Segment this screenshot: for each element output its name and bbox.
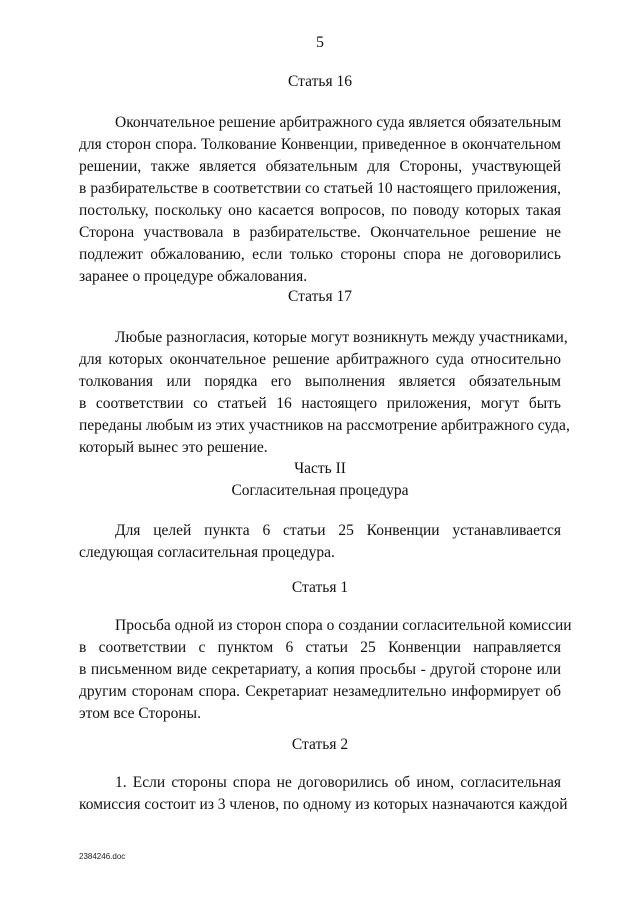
- text-line: в соответствии со статьей 16 настоящего приложения, могут быть: [79, 395, 561, 412]
- text-line: Просьба одной из сторон спора о создании согласительной комиссии: [115, 617, 572, 634]
- text-line: этом все Стороны.: [79, 705, 201, 722]
- text-line: переданы любым из этих участников на рассмотрение арбитражного суда,: [79, 417, 570, 434]
- text-line: в соответствии с пунктом 6 статьи 25 Конвенции направляется: [79, 639, 561, 656]
- article-17-heading: Статья 17: [288, 288, 352, 305]
- text-line: для сторон спора. Толкование Конвенции, приведенное в окончательном: [79, 136, 561, 153]
- text-line: подлежит обжалованию, если только стороны спора не договорились: [79, 246, 561, 263]
- part-2-intro-paragraph: [79, 520, 561, 564]
- text-line: Любые разногласия, которые могут возникнуть между участниками,: [115, 329, 568, 346]
- text-line: следующая согласительная процедура.: [79, 544, 335, 561]
- text-line: Сторона участвовала в разбирательстве. Окончательное решение не: [79, 224, 561, 241]
- part-2-subtitle: Согласительная процедура: [231, 482, 409, 499]
- text-line: Окончательное решение арбитражного суда является обязательным: [115, 114, 562, 131]
- text-line: 1. Если стороны спора не договорились об ином, согласительная: [115, 774, 561, 791]
- text-line: постольку, поскольку оно касается вопросов, по поводу которых такая: [79, 202, 561, 219]
- text-line: Для целей пункта 6 статьи 25 Конвенции устанавливается: [115, 522, 561, 539]
- text-line: комиссия состоит из 3 членов, по одному из которых назначаются каждой: [79, 796, 568, 813]
- article-1-paragraph: [79, 615, 572, 725]
- article-17-paragraph: [79, 327, 570, 459]
- article-2-heading: Статья 2: [291, 736, 349, 753]
- article-16-paragraph: [79, 112, 561, 288]
- footer-filename: 2384246.doc: [79, 852, 126, 861]
- text-line: другим сторонам спора. Секретариат незамедлительно информирует об: [79, 683, 561, 700]
- article-16-heading: Статья 16: [288, 73, 352, 90]
- article-2-paragraph: [79, 772, 568, 816]
- text-line: заранее о процедуре обжалования.: [79, 268, 308, 285]
- text-line: в разбирательстве в соответствии со статьей 10 настоящего приложения,: [79, 180, 561, 197]
- page-number: 5: [316, 34, 324, 51]
- article-1-heading: Статья 1: [291, 579, 349, 596]
- text-line: для которых окончательное решение арбитражного суда относительно: [79, 351, 561, 368]
- text-line: решении, также является обязательным для Стороны, участвующей: [79, 158, 561, 175]
- text-line: в письменном виде секретариату, а копия просьбы - другой стороне или: [79, 661, 561, 678]
- text-line: который вынес это решение.: [79, 439, 268, 456]
- text-line: толкования или порядка его выполнения является обязательным: [79, 373, 561, 390]
- part-2-heading: Часть II: [294, 460, 346, 477]
